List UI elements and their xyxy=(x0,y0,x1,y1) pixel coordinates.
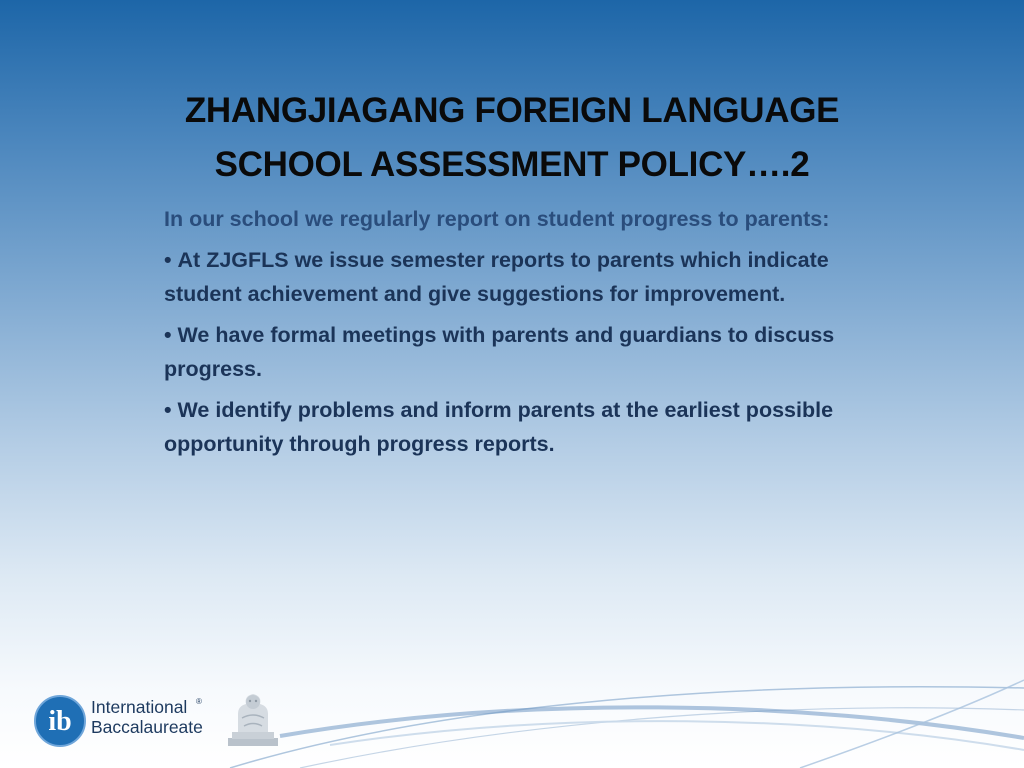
bullet-icon: • xyxy=(164,398,172,422)
bullet-text: We have formal meetings with parents and guardians to discuss progress. xyxy=(164,323,835,381)
bullet-icon: • xyxy=(164,323,172,347)
ib-logo-icon xyxy=(33,694,87,748)
ib-logo-text xyxy=(91,697,203,737)
ib-logo-line-1: International xyxy=(91,697,188,717)
slide-title xyxy=(100,84,924,192)
slide-title-line-2: SCHOOL ASSESSMENT POLICY….2 xyxy=(214,145,810,184)
ib-logo-line-2: Baccalaureate xyxy=(91,717,203,737)
slide-body xyxy=(164,202,864,468)
intro-paragraph: In our school we regularly report on student progress to parents: xyxy=(164,207,830,231)
slide-title-line-1: ZHANGJIAGANG FOREIGN LANGUAGE xyxy=(184,91,840,130)
registered-mark: ® xyxy=(196,697,202,706)
bullet-item xyxy=(164,243,864,311)
ib-monogram: ib xyxy=(48,706,72,737)
bullet-item xyxy=(164,393,864,461)
bullet-text: We identify problems and inform parents at the earliest possible opportunity through progress reports. xyxy=(164,398,834,456)
bullet-icon: • xyxy=(164,248,172,272)
stone-lion-icon xyxy=(222,688,284,748)
bullet-item xyxy=(164,318,864,386)
bullet-text: At ZJGFLS we issue semester reports to parents which indicate student achievement and give suggestions for improvement. xyxy=(164,248,829,306)
